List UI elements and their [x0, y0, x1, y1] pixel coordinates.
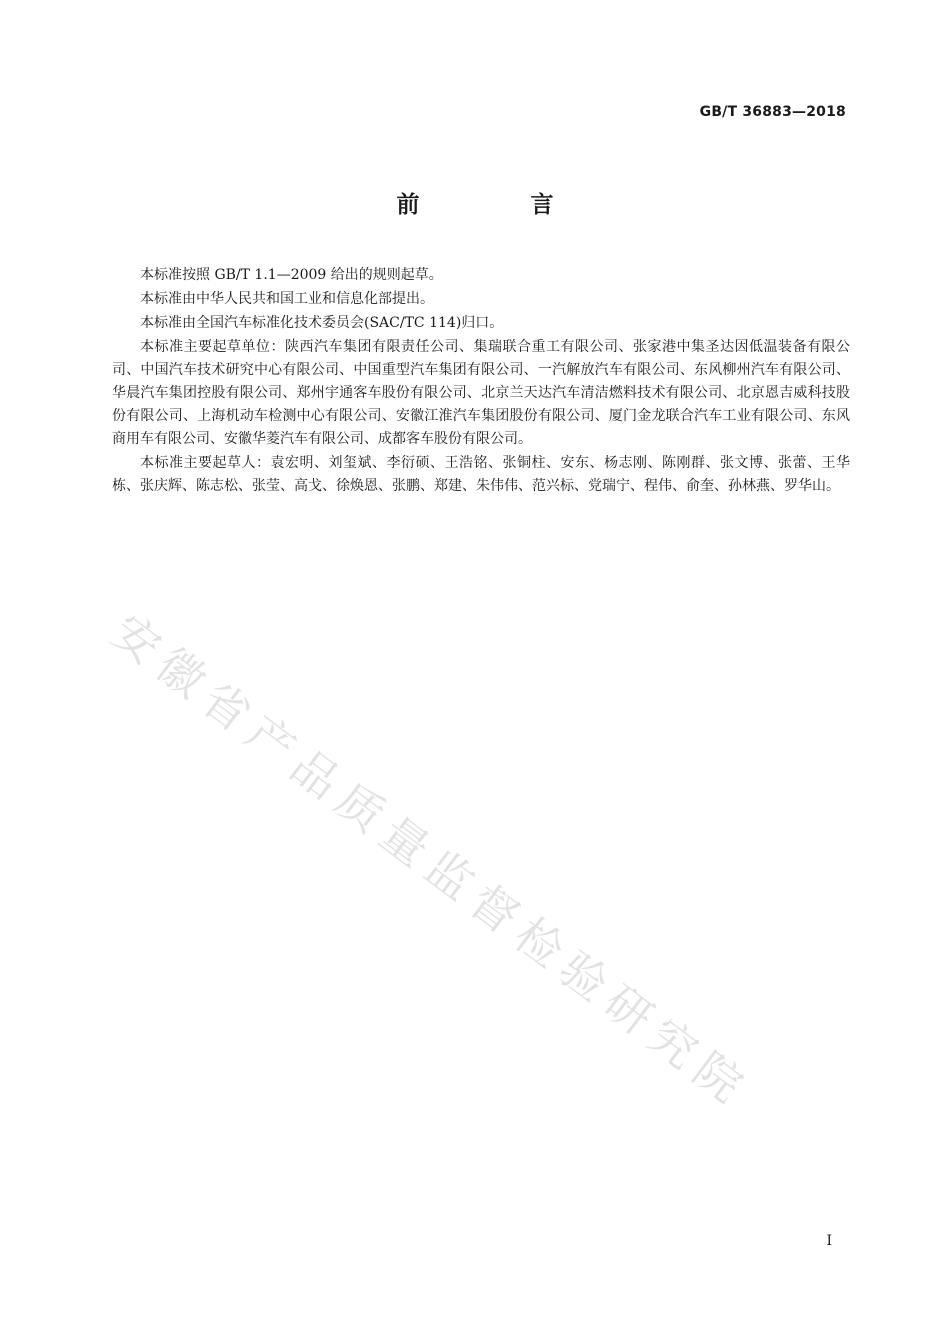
paragraph-drafting-units: 本标准主要起草单位：陕西汽车集团有限责任公司、集瑞联合重工有限公司、张家港中集圣达因低温装备有限公司、中国汽车技术研究中心有限公司、中国重型汽车集团有限公司、一汽解放汽车有限公司、东风柳州汽车有限公司、华晨汽车集团控股有限公司、郑州宇通客车股份有限公司、北京兰天达汽车清洁燃料技术有限公司、北京恩吉威科技股份有限公司、上海机动车检测中心有限公司、安徽江淮汽车集团股份有限公司、厦门金龙联合汽车工业有限公司、东风商用车有限公司、安徽华菱汽车有限公司、成都客车股份有限公司。 [112, 339, 850, 447]
page-title: 前 言 [396, 192, 598, 218]
watermark-text: 安徽省产品质量监督检验研究院 [101, 603, 761, 1119]
paragraph-drafters: 本标准主要起草人：袁宏明、刘玺斌、李衍硕、王浩铭、张铜柱、安东、杨志刚、陈刚群、张文博、张蕾、王华栋、张庆辉、陈志松、张莹、高戈、徐焕恩、张鹏、郑建、朱伟伟、范兴标、党瑞宁、程伟、俞奎、孙林燕、罗华山。 [112, 455, 850, 494]
foreword-body [112, 264, 850, 499]
page-number: I [826, 1233, 832, 1249]
standard-code: GB/T 36883—2018 [699, 104, 846, 120]
paragraph-proposer: 本标准由中华人民共和国工业和信息化部提出。 [140, 291, 434, 307]
paragraph-committee: 本标准由全国汽车标准化技术委员会(SAC/TC 114)归口。 [140, 315, 504, 331]
paragraph-drafting-rules: 本标准按照 GB/T 1.1—2009 给出的规则起草。 [140, 267, 443, 283]
